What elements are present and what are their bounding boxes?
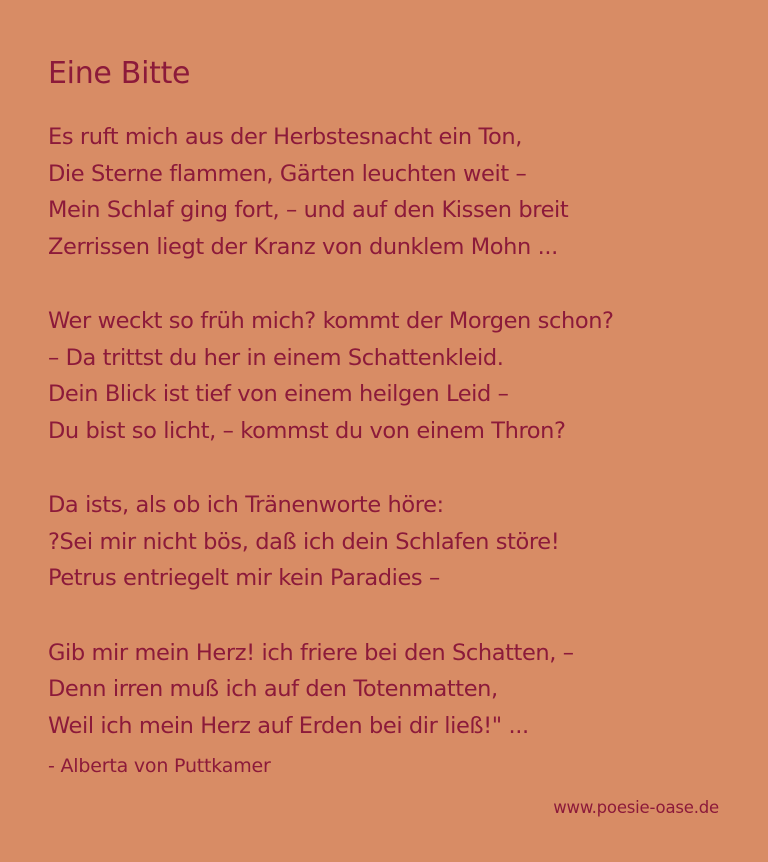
poem-line: Die Sterne flammen, Gärten leuchten weit – [48, 160, 527, 187]
stanza-2 [48, 303, 748, 449]
poem-line: Wer weckt so früh mich? kommt der Morgen schon? [48, 308, 614, 334]
poem-line: Mein Schlaf ging fort, – und auf den Kissen breit [48, 197, 569, 223]
poem-author: - Alberta von Puttkamer [48, 755, 271, 777]
poem-line: Zerrissen liegt der Kranz von dunklem Mohn ... [48, 233, 558, 260]
poem-line: Gib mir mein Herz! ich friere bei den Schatten, – [48, 639, 574, 666]
poem-title: Eine Bitte [48, 56, 191, 91]
poem-line: – Da trittst du her in einem Schattenkleid. [48, 344, 504, 371]
poem-line: Da ists, als ob ich Tränenworte höre: [48, 492, 444, 518]
poem-line: Es ruft mich aus der Herbstesnacht ein Ton, [48, 124, 522, 150]
stanza-3 [48, 487, 748, 597]
poem-line: ?Sei mir nicht bös, daß ich dein Schlafen störe! [48, 528, 560, 555]
stanza-4 [48, 635, 748, 745]
stanza-1 [48, 119, 748, 265]
poem-line: Du bist so licht, – kommst du von einem Thron? [48, 417, 566, 444]
poem-line: Dein Blick ist tief von einem heilgen Leid – [48, 381, 509, 407]
poem-line: Petrus entriegelt mir kein Paradies – [48, 565, 440, 591]
poem-body [48, 119, 748, 782]
poem-line: Weil ich mein Herz auf Erden bei dir ließ!" ... [48, 712, 529, 739]
website-credit: www.poesie-oase.de [553, 798, 719, 817]
poem-line: Denn irren muß ich auf den Totenmatten, [48, 676, 498, 702]
